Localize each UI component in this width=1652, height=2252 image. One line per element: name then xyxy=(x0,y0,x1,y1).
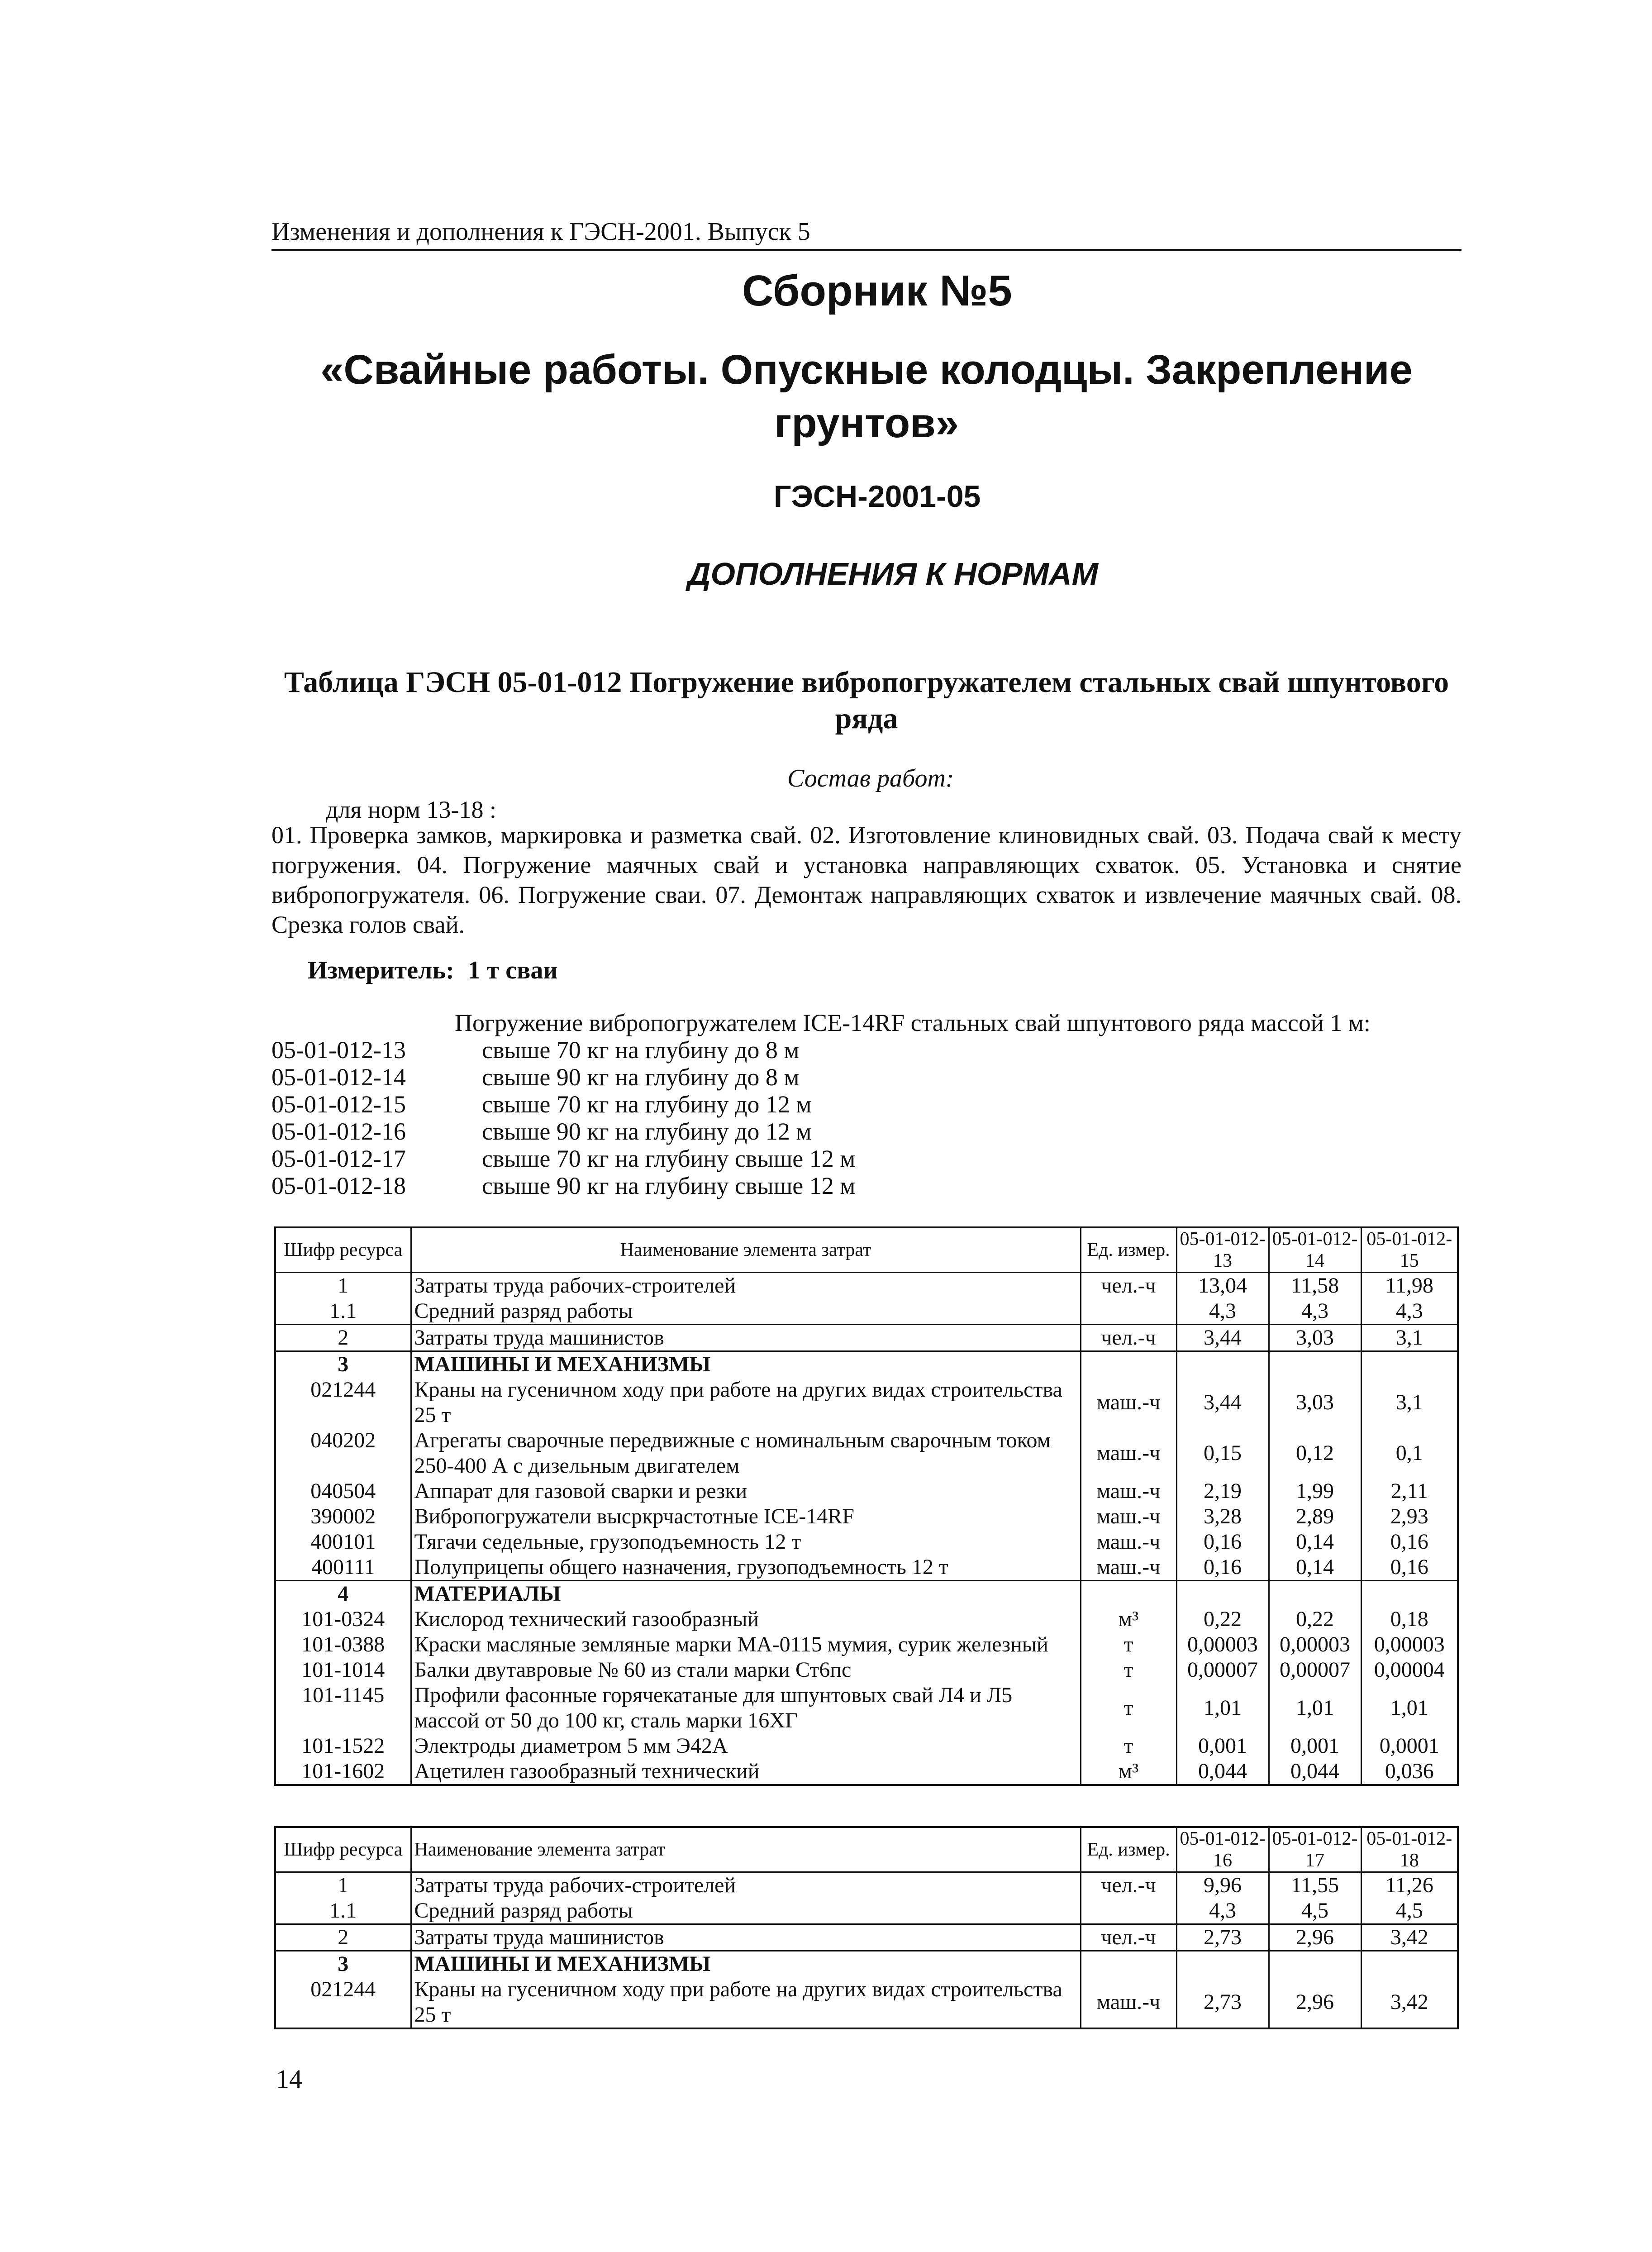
resource-name: Затраты труда машинистов xyxy=(411,1325,1081,1351)
variant-text: свыше 90 кг на глубину до 12 м xyxy=(482,1118,812,1145)
variant-text: свыше 70 кг на глубину до 12 м xyxy=(482,1091,812,1118)
resource-value: 4,5 xyxy=(1395,1899,1423,1923)
variant-code: 05-01-012-15 xyxy=(271,1091,406,1118)
resource-code: 101-1145 xyxy=(275,1683,411,1733)
resource-value xyxy=(1269,1351,1361,1378)
resource-name: МАТЕРИАЛЫ xyxy=(411,1581,1081,1607)
norm-code: ГЭСН-2001-05 xyxy=(774,479,981,514)
table-row xyxy=(275,1632,1458,1657)
resource-name: Краски масляные земляные марки МА-0115 мумия, сурик железный xyxy=(411,1632,1081,1657)
resource-unit: маш.-ч xyxy=(1081,1428,1176,1479)
resource-name: Средний разряд работы xyxy=(411,1298,1081,1325)
table-title: Таблица ГЭСН 05-01-012 Погружение вибропогружателем стальных свай шпунтового ряда xyxy=(284,666,1449,735)
header-col: 05-01-012-17 xyxy=(1269,1827,1361,1872)
page-number: 14 xyxy=(276,2064,302,2094)
resource-name: Кислород технический газообразный xyxy=(411,1607,1081,1632)
resource-name: Тягачи седельные, грузоподъемность 12 т xyxy=(411,1529,1081,1555)
resource-name: Затраты труда машинистов xyxy=(411,1924,1081,1951)
resource-value: 0,18 xyxy=(1390,1607,1428,1631)
resource-name: Краны на гусеничном ходу при работе на других видах строительства 25 т xyxy=(411,1977,1081,2028)
variant-row xyxy=(271,1091,1371,1118)
resource-value: 3,44 xyxy=(1176,1325,1269,1351)
resource-unit xyxy=(1081,1351,1176,1378)
header-code: Шифр ресурса xyxy=(275,1227,411,1273)
resource-unit: т xyxy=(1081,1632,1176,1657)
resource-value: 3,03 xyxy=(1269,1325,1361,1351)
resource-code: 4 xyxy=(275,1581,411,1607)
resource-code: 021244 xyxy=(275,1377,411,1428)
table-row xyxy=(275,1504,1458,1529)
resource-value: 2,19 xyxy=(1176,1479,1269,1504)
resource-value: 3,28 xyxy=(1176,1504,1269,1529)
resource-value xyxy=(1361,1351,1458,1378)
resource-name: Профили фасонные горячекатаные для шпунтовых свай Л4 и Л5 массой от 50 до 100 кг, сталь марки 16ХГ xyxy=(411,1683,1081,1733)
measure-line xyxy=(308,956,558,985)
resource-name: Ацетилен газообразный технический xyxy=(411,1759,1081,1785)
resource-value xyxy=(1269,1581,1361,1607)
resource-value: 4,3 xyxy=(1269,1298,1361,1325)
header-col: 05-01-012-14 xyxy=(1269,1227,1361,1273)
resource-code: 101-0324 xyxy=(275,1607,411,1632)
resource-unit: чел.-ч xyxy=(1081,1273,1176,1299)
supplement-heading: ДОПОЛНЕНИЯ К НОРМАМ xyxy=(688,556,1098,592)
resource-value: 0,00007 xyxy=(1269,1657,1361,1683)
resource-code: 021244 xyxy=(275,1977,411,2028)
measure-label: Измеритель: xyxy=(308,956,454,984)
table-row xyxy=(275,1479,1458,1504)
table-row xyxy=(275,1759,1458,1785)
resource-value: 3,03 xyxy=(1269,1377,1361,1428)
resource-value: 4,3 xyxy=(1176,1298,1269,1325)
resource-value: 2,93 xyxy=(1390,1504,1428,1528)
table-row xyxy=(275,1581,1458,1607)
resource-name: Аппарат для газовой сварки и резки xyxy=(411,1479,1081,1504)
header-name: Наименование элемента затрат xyxy=(411,1227,1081,1273)
resource-code: 3 xyxy=(275,1951,411,1977)
collection-number: Сборник №5 xyxy=(742,267,1012,315)
resource-value: 0,044 xyxy=(1269,1759,1361,1785)
header-col: 05-01-012-15 xyxy=(1361,1227,1458,1273)
resource-value: 0,00003 xyxy=(1269,1632,1361,1657)
variant-row xyxy=(271,1036,1371,1064)
resource-name: Вибропогружатели высркрчастотные ICE-14RF xyxy=(411,1504,1081,1529)
resource-code: 2 xyxy=(275,1924,411,1951)
resource-name: Затраты труда рабочих-строителей xyxy=(411,1273,1081,1299)
resource-code: 101-1602 xyxy=(275,1759,411,1785)
resource-value: 0,0001 xyxy=(1379,1734,1439,1758)
norms-range: для норм 13-18 : xyxy=(326,796,496,823)
header-unit: Ед. измер. xyxy=(1081,1827,1176,1872)
resource-value: 0,22 xyxy=(1269,1607,1361,1632)
variant-text: свыше 90 кг на глубину свыше 12 м xyxy=(482,1172,856,1199)
resource-value: 0,12 xyxy=(1269,1428,1361,1479)
table-row xyxy=(275,1273,1458,1299)
variant-row xyxy=(271,1064,1371,1091)
resource-value: 11,58 xyxy=(1269,1273,1361,1299)
resource-value: 13,04 xyxy=(1176,1273,1269,1299)
resource-value: 0,001 xyxy=(1269,1733,1361,1759)
resource-name: Балки двутавровые № 60 из стали марки Ст6пс xyxy=(411,1657,1081,1683)
resource-value: 2,73 xyxy=(1176,1977,1269,2028)
resource-value: 0,16 xyxy=(1176,1555,1269,1581)
resource-name: Средний разряд работы xyxy=(411,1898,1081,1924)
variant-text: свыше 70 кг на глубину до 8 м xyxy=(482,1036,800,1064)
variant-row xyxy=(271,1172,1371,1199)
running-header: Изменения и дополнения к ГЭСН-2001. Выпуск 5 xyxy=(271,217,1462,251)
table-row xyxy=(275,1325,1458,1351)
resource-unit: т xyxy=(1081,1657,1176,1683)
resource-name: Электроды диаметром 5 мм Э42А xyxy=(411,1733,1081,1759)
resource-code: 040504 xyxy=(275,1479,411,1504)
table-row xyxy=(275,1351,1458,1378)
resource-value: 0,001 xyxy=(1176,1733,1269,1759)
resource-name: Агрегаты сварочные передвижные с номинальным сварочным током 250-400 А с дизельным двигателем xyxy=(411,1428,1081,1479)
resource-code: 101-1522 xyxy=(275,1733,411,1759)
measure-value: 1 т сваи xyxy=(467,956,558,984)
resource-value: 4,3 xyxy=(1395,1299,1423,1323)
resource-value: 0,16 xyxy=(1390,1530,1428,1554)
resource-value: 3,1 xyxy=(1361,1325,1458,1351)
resource-unit: м³ xyxy=(1081,1759,1176,1785)
resource-value: 0,036 xyxy=(1385,1759,1434,1783)
resource-table-1 xyxy=(274,1226,1459,1786)
resource-unit: чел.-ч xyxy=(1081,1924,1176,1951)
resource-value: 0,1 xyxy=(1395,1441,1423,1465)
resource-value: 0,15 xyxy=(1176,1428,1269,1479)
resource-value xyxy=(1269,1951,1361,1977)
resource-value xyxy=(1176,1951,1269,1977)
resource-unit: маш.-ч xyxy=(1081,1529,1176,1555)
resource-unit xyxy=(1081,1298,1176,1325)
resource-code: 400101 xyxy=(275,1529,411,1555)
table-row xyxy=(275,1298,1458,1325)
resource-code: 400111 xyxy=(275,1555,411,1581)
resource-value: 0,044 xyxy=(1176,1759,1269,1785)
resource-unit: маш.-ч xyxy=(1081,1555,1176,1581)
resource-unit xyxy=(1081,1951,1176,1977)
resource-value: 1,01 xyxy=(1176,1683,1269,1733)
header-unit: Ед. измер. xyxy=(1081,1227,1176,1273)
variant-text: свыше 90 кг на глубину до 8 м xyxy=(482,1064,800,1091)
resource-unit: маш.-ч xyxy=(1081,1977,1176,2028)
resource-unit xyxy=(1081,1581,1176,1607)
work-composition-heading: Состав работ: xyxy=(787,764,954,792)
header-col: 05-01-012-18 xyxy=(1361,1827,1458,1872)
variant-code: 05-01-012-17 xyxy=(271,1145,406,1172)
resource-value: 3,42 xyxy=(1390,1990,1428,2014)
resource-unit: маш.-ч xyxy=(1081,1377,1176,1428)
table-row xyxy=(275,1898,1458,1924)
resource-value: 11,26 xyxy=(1385,1873,1433,1897)
table-row xyxy=(275,1951,1458,1977)
resource-name: МАШИНЫ И МЕХАНИЗМЫ xyxy=(411,1351,1081,1378)
resource-table-2 xyxy=(274,1826,1459,2029)
table-row xyxy=(275,1872,1458,1899)
variant-list xyxy=(271,1009,1371,1199)
resource-unit: м³ xyxy=(1081,1607,1176,1632)
resource-value: 2,96 xyxy=(1269,1924,1361,1951)
resource-code: 1.1 xyxy=(275,1898,411,1924)
resource-value: 3,1 xyxy=(1395,1390,1423,1414)
resource-name: Затраты труда рабочих-строителей xyxy=(411,1872,1081,1899)
variant-intro: Погружение вибропогружателем ICE-14RF стальных свай шпунтового ряда массой 1 м: xyxy=(455,1009,1371,1036)
work-composition-text: 01. Проверка замков, маркировка и разметка свай. 02. Изготовление клиновидных свай. 03. Подача свай к месту погружения. 04. Погружение маячных свай и установка направляющих схваток. 05. Установка и снятие вибропогружателя. 06. Погружение сваи. 07. Демонтаж направляющих схваток и извлечение маячных свай. 08. Срезка голов свай. xyxy=(271,821,1462,938)
resource-value: 0,14 xyxy=(1269,1555,1361,1581)
collection-title: «Свайные работы. Опускные колодцы. Закрепление грунтов» xyxy=(320,347,1413,446)
resource-code: 3 xyxy=(275,1351,411,1378)
resource-name: Краны на гусеничном ходу при работе на других видах строительства 25 т xyxy=(411,1377,1081,1428)
resource-unit: маш.-ч xyxy=(1081,1479,1176,1504)
resource-value: 1,01 xyxy=(1269,1683,1361,1733)
resource-value xyxy=(1176,1581,1269,1607)
resource-unit: чел.-ч xyxy=(1081,1872,1176,1899)
resource-code: 040202 xyxy=(275,1428,411,1479)
table-row xyxy=(275,1733,1458,1759)
resource-value: 0,14 xyxy=(1269,1529,1361,1555)
resource-value: 9,96 xyxy=(1176,1872,1269,1899)
resource-unit: т xyxy=(1081,1733,1176,1759)
resource-value: 3,44 xyxy=(1176,1377,1269,1428)
header-name: Наименование элемента затрат xyxy=(411,1827,1081,1872)
resource-unit: чел.-ч xyxy=(1081,1325,1176,1351)
resource-value: 0,00003 xyxy=(1176,1632,1269,1657)
variant-code: 05-01-012-13 xyxy=(271,1036,406,1064)
header-col: 05-01-012-16 xyxy=(1176,1827,1269,1872)
resource-value: 2,89 xyxy=(1269,1504,1361,1529)
table-row xyxy=(275,1428,1458,1479)
resource-value: 2,11 xyxy=(1390,1479,1428,1503)
table-row xyxy=(275,1529,1458,1555)
resource-value: 0,00004 xyxy=(1374,1658,1445,1682)
table-row xyxy=(275,1377,1458,1428)
header-col: 05-01-012-13 xyxy=(1176,1227,1269,1273)
resource-code: 101-1014 xyxy=(275,1657,411,1683)
resource-code: 390002 xyxy=(275,1504,411,1529)
table-row xyxy=(275,1977,1458,2028)
table-row xyxy=(275,1683,1458,1733)
resource-value: 2,96 xyxy=(1269,1977,1361,2028)
resource-name: МАШИНЫ И МЕХАНИЗМЫ xyxy=(411,1951,1081,1977)
resource-code: 1 xyxy=(275,1273,411,1299)
resource-value xyxy=(1176,1351,1269,1378)
resource-name: Полуприцепы общего назначения, грузоподъемность 12 т xyxy=(411,1555,1081,1581)
resource-value: 0,22 xyxy=(1176,1607,1269,1632)
resource-unit: маш.-ч xyxy=(1081,1504,1176,1529)
resource-value: 4,5 xyxy=(1269,1898,1361,1924)
variant-code: 05-01-012-18 xyxy=(271,1172,406,1199)
resource-value: 0,16 xyxy=(1176,1529,1269,1555)
resource-value: 1,01 xyxy=(1390,1696,1428,1720)
resource-value: 11,55 xyxy=(1269,1872,1361,1899)
header-code: Шифр ресурса xyxy=(275,1827,411,1872)
resource-code: 101-0388 xyxy=(275,1632,411,1657)
resource-value: 0,16 xyxy=(1390,1555,1428,1579)
resource-value: 2,73 xyxy=(1176,1924,1269,1951)
resource-value xyxy=(1361,1581,1458,1607)
variant-code: 05-01-012-16 xyxy=(271,1118,406,1145)
resource-value xyxy=(1361,1951,1458,1977)
resource-code: 1 xyxy=(275,1872,411,1899)
resource-code: 1.1 xyxy=(275,1298,411,1325)
resource-value: 11,98 xyxy=(1385,1274,1433,1298)
resource-value: 3,42 xyxy=(1361,1924,1458,1951)
variant-code: 05-01-012-14 xyxy=(271,1064,406,1091)
resource-unit: т xyxy=(1081,1683,1176,1733)
resource-code: 2 xyxy=(275,1325,411,1351)
table-row xyxy=(275,1657,1458,1683)
resource-value: 1,99 xyxy=(1269,1479,1361,1504)
variant-text: свыше 70 кг на глубину свыше 12 м xyxy=(482,1145,856,1172)
resource-value: 0,00007 xyxy=(1176,1657,1269,1683)
variant-row xyxy=(271,1145,1371,1172)
variant-row xyxy=(271,1118,1371,1145)
table-row xyxy=(275,1924,1458,1951)
table-row xyxy=(275,1555,1458,1581)
table-row xyxy=(275,1607,1458,1632)
resource-value: 4,3 xyxy=(1176,1898,1269,1924)
resource-value: 0,00003 xyxy=(1374,1632,1445,1656)
resource-unit xyxy=(1081,1898,1176,1924)
